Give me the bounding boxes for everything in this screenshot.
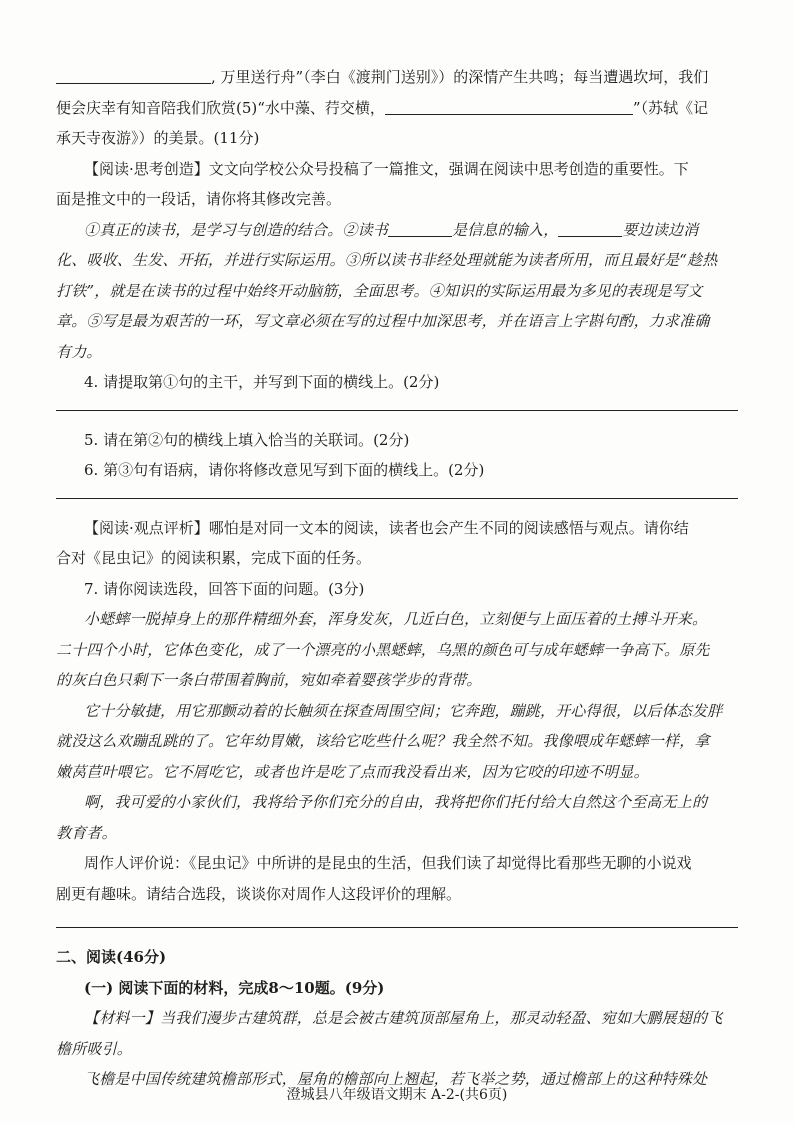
excerpt-line: 小蟋蟀一脱掉身上的那件精细外套，浑身发灰，几近白色，立刻便与上面压着的土搏斗开来。 — [84, 610, 708, 628]
excerpt-line: 它十分敏捷，用它那颤动着的长触须在探查周围空间；它奔跑，蹦跳，开心得很，以后体态发胖 — [84, 701, 723, 720]
question-5: 5. 请在第②句的横线上填入恰当的关联词。(2分) — [84, 430, 410, 449]
material-line: 飞檐是中国传统建筑檐部形式，屋角的檐部向上翘起，若飞举之势，通过檐部上的这种特殊处 — [84, 1070, 708, 1088]
text-line: 承天寺夜游》）的美景。(11分) — [56, 129, 260, 147]
excerpt-line: ①真正的读书，是学习与创造的结合。②读书 是信息的输入， 要边读边消 — [84, 220, 699, 239]
section-intro: 【阅读·思考创造】文文向学校公众号投稿了一篇推文，强调在阅读中思考创造的重要性。下 — [84, 159, 689, 178]
question-6: 6. 第③句有语病，请你将修改意见写到下面的横线上。(2分) — [84, 461, 485, 479]
text-line: 合对《昆虫记》的阅读积累，完成下面的任务。 — [56, 549, 372, 567]
excerpt-line: 教育者。 — [56, 823, 117, 842]
comment-line: 剧更有趣味。请结合选段，谈谈你对周作人这段评价的理解。 — [56, 884, 462, 903]
excerpt-line: 嫩莴苣叶喂它。它不屑吃它，或者也许是吃了点而我没看出来，因为它咬的印迹不明显。 — [56, 762, 649, 781]
text-line: 面是推文中的一段话，请你将其修改完善。 — [56, 190, 342, 208]
section-intro: 【阅读·观点评析】哪怕是对同一文本的阅读，读者也会产生不同的阅读感悟与观点。请你结 — [84, 518, 689, 537]
excerpt-line: 的灰白色只剩下一条白带围着胸前，宛如牵着婴孩学步的背带。 — [56, 671, 482, 689]
excerpt-line: 打铁”，就是在读书的过程中始终开动脑筋，全面思考。④知识的实际运用最为多见的表现是写文 — [56, 281, 703, 300]
excerpt-line: 化、吸收、生发、开拓，并进行实际运用。③所以读书非经处理就能为读者所用，而且最好是“趁热 — [56, 251, 718, 269]
excerpt-line: 有力。 — [56, 342, 102, 361]
part-heading: 二、阅读(46分) — [56, 948, 167, 966]
comment-line: 周作人评价说：《昆虫记》中所讲的是昆虫的生活，但我们读了却觉得比看那些无聊的小说戏 — [84, 854, 692, 872]
page-footer: 澄城县八年级语文期末 A-2-(共6页) — [286, 1087, 508, 1103]
answer-line[interactable] — [56, 410, 738, 411]
material-line: 檐所吸引。 — [56, 1039, 133, 1058]
fill-blank[interactable] — [388, 219, 452, 237]
excerpt-line: 章。⑤写是最为艰苦的一环，写文章必须在写的过程中加深思考，并在语言上字斟句酌，力求准确 — [56, 312, 710, 330]
material-line: 【材料一】当我们漫步古建筑群，总是会被古建筑顶部屋角上，那灵动轻盈、宛如大鹏展翅的飞 — [84, 1009, 723, 1027]
fill-blank[interactable] — [558, 219, 622, 237]
text-line: 便会庆幸有知音陪我们欣赏(5)“水中藻、荇交横， ”（苏轼《记 — [56, 98, 709, 117]
question-4: 4. 请提取第①句的主干，并写到下面的横线上。(2分) — [84, 373, 440, 391]
fill-blank[interactable] — [56, 66, 211, 84]
text-line: , 万里送行舟”（李白《渡荆门送别》）的深情产生共鸣；每当遭遇坎坷，我们 — [56, 62, 738, 93]
answer-line[interactable] — [56, 927, 738, 928]
excerpt-line: 啊，我可爱的小家伙们，我将给予你们充分的自由，我将把你们托付给大自然这个至高无上的 — [84, 793, 708, 811]
answer-line[interactable] — [56, 498, 738, 499]
sub-heading: (一) 阅读下面的材料，完成8～10题。(9分) — [84, 978, 385, 997]
excerpt-line: 二十四个小时，它体色变化，成了一个漂亮的小黑蟋蟀，乌黑的颜色可与成年蟋蟀一争高下。原先 — [56, 640, 710, 659]
fill-blank[interactable] — [385, 97, 633, 115]
excerpt-line: 就没这么欢蹦乱跳的了。它年幼胃嫩，该给它吃些什么呢？我全然不知。我像喂成年蟋蟀一样，拿 — [56, 732, 710, 750]
question-7: 7. 请你阅读选段，回答下面的问题。(3分) — [84, 579, 365, 598]
